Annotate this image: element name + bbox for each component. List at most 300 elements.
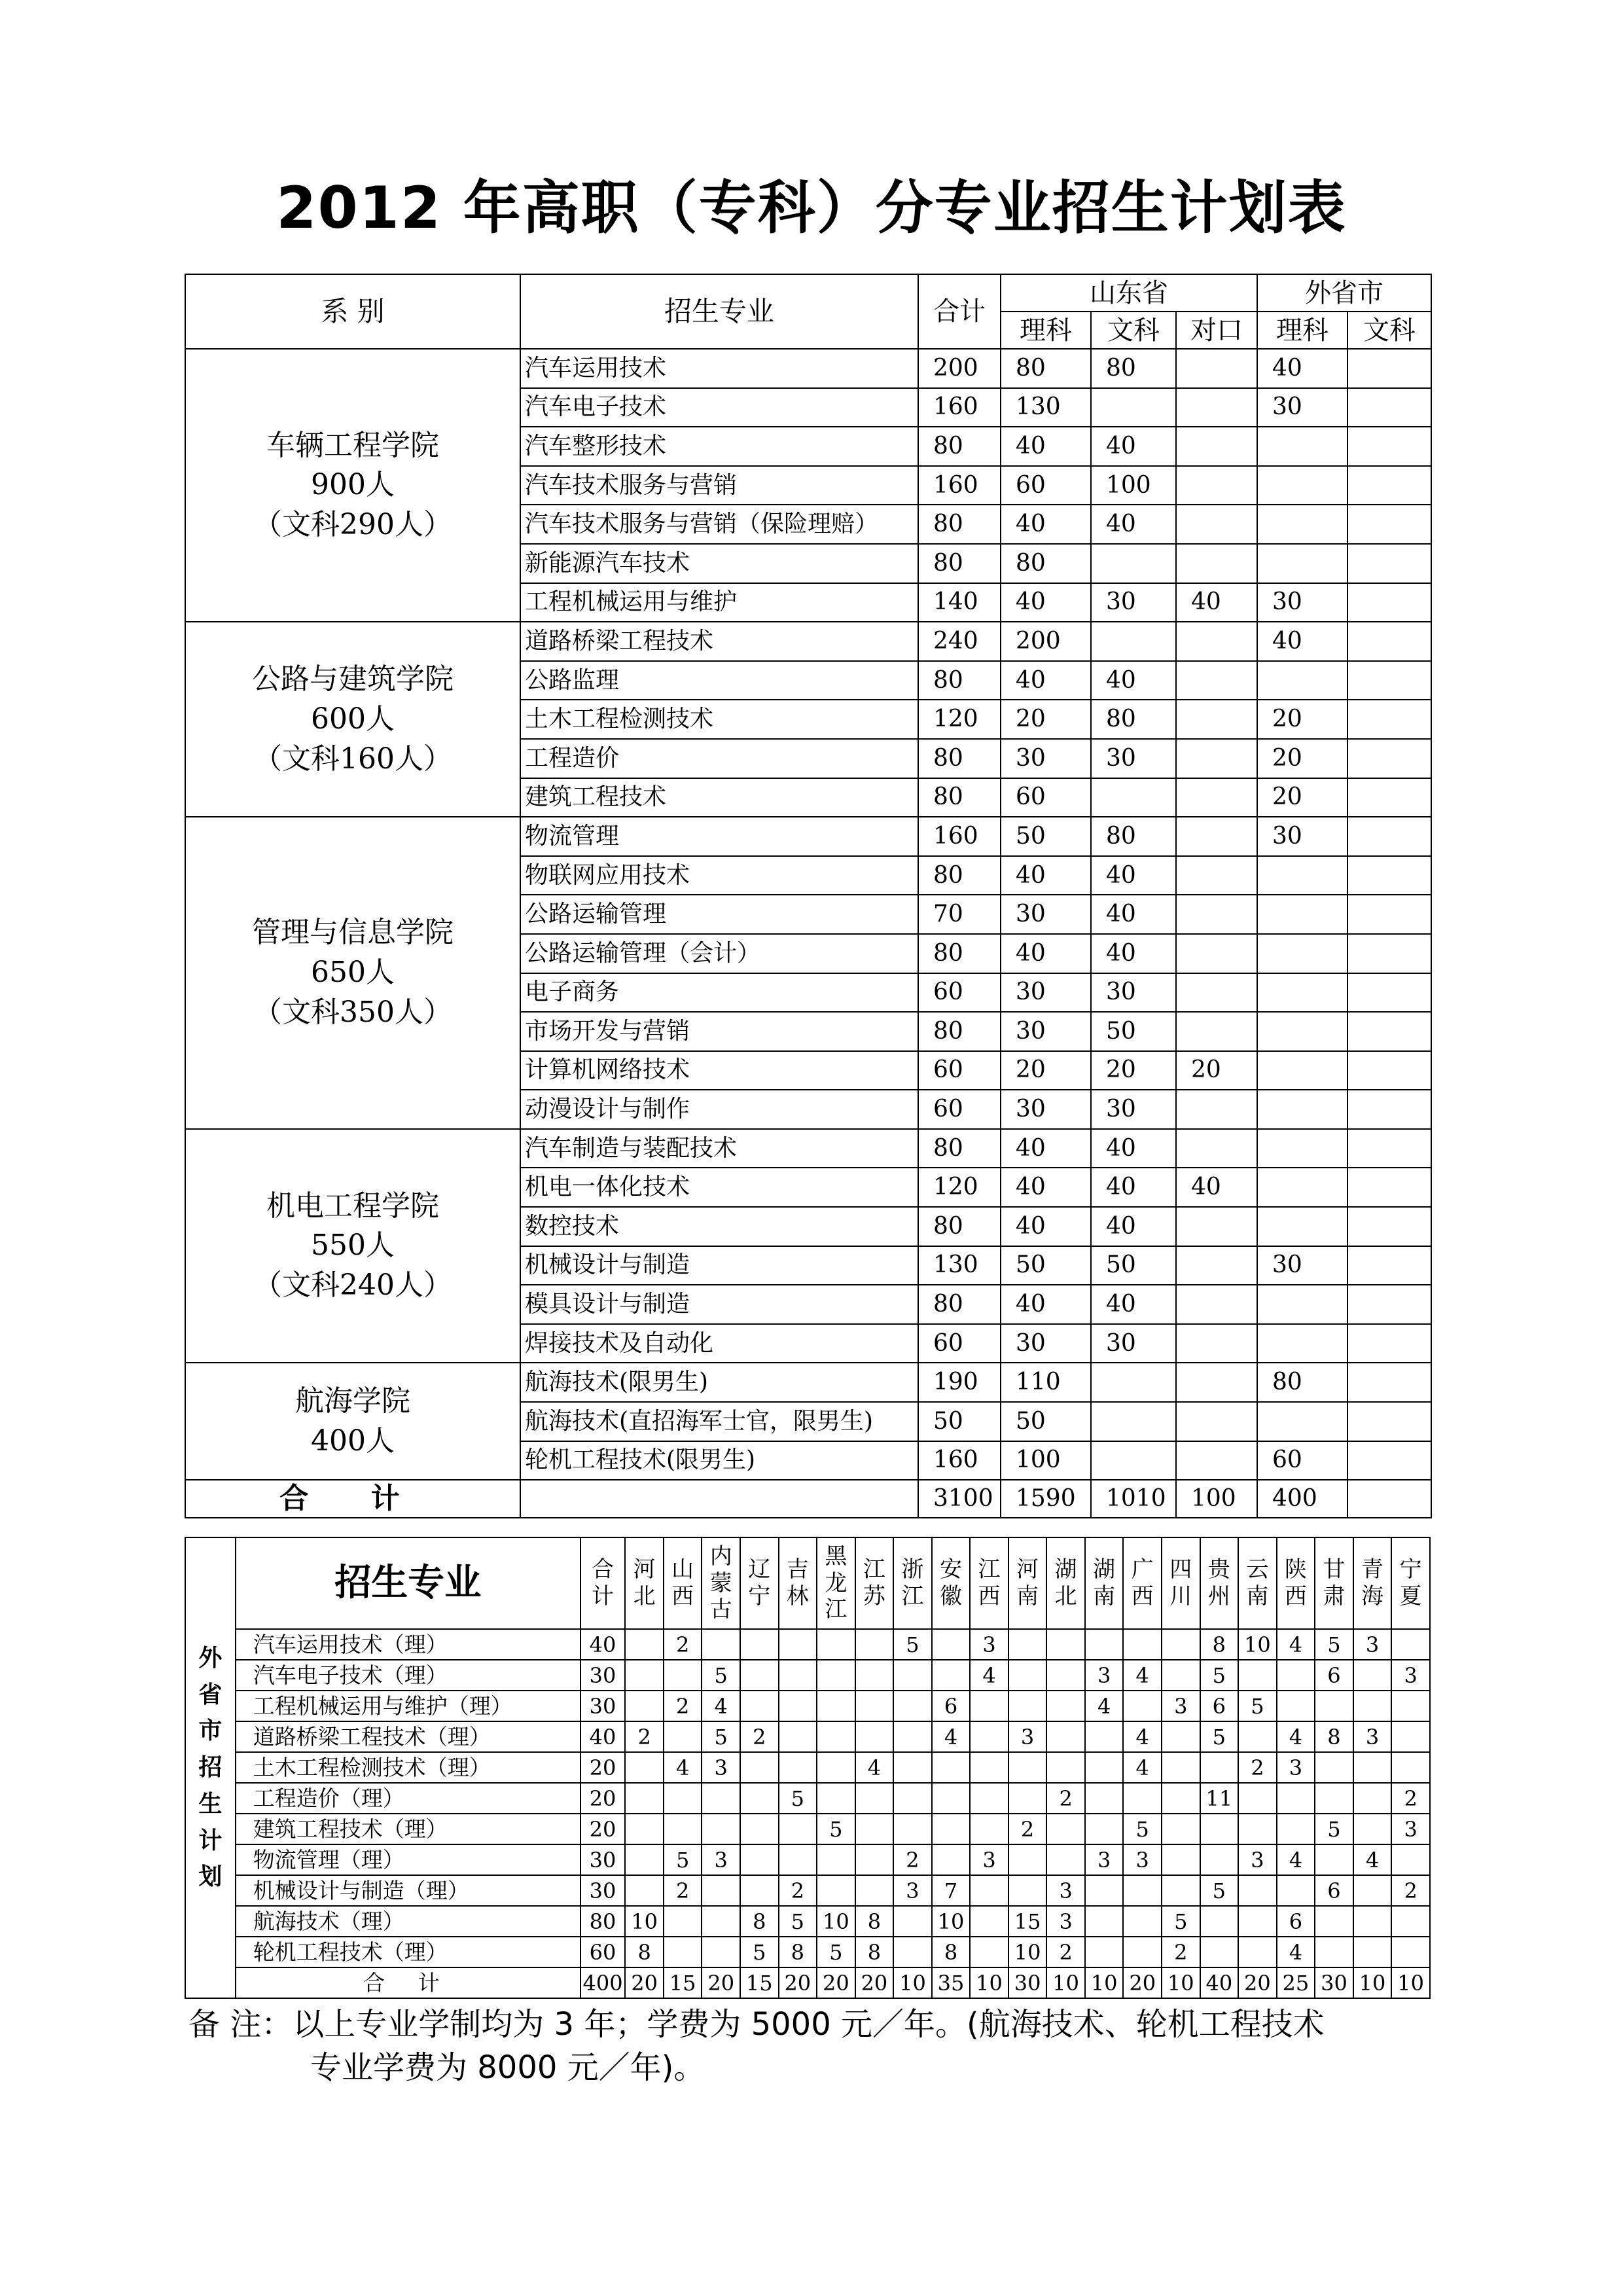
province-value bbox=[1391, 1752, 1430, 1783]
dept-cell bbox=[185, 349, 520, 622]
province-value bbox=[1353, 1752, 1392, 1783]
province-value bbox=[779, 1752, 817, 1783]
province-value bbox=[1085, 1783, 1124, 1814]
province-value: 10 bbox=[1008, 1937, 1047, 1967]
province-value bbox=[702, 1937, 740, 1967]
province-header: 宁夏 bbox=[1391, 1537, 1430, 1629]
province-value bbox=[817, 1875, 855, 1906]
cell-sd-li: 80 bbox=[1001, 544, 1091, 583]
province-value: 5 bbox=[1315, 1814, 1353, 1844]
province-value: 3 bbox=[1085, 1844, 1124, 1875]
province-value: 6 bbox=[1277, 1906, 1315, 1937]
cell-sd-wen: 40 bbox=[1091, 1168, 1176, 1207]
major-name: 航海技术(限男生) bbox=[520, 1363, 918, 1402]
dept-cell bbox=[185, 622, 520, 817]
province-value: 5 bbox=[1200, 1721, 1239, 1752]
table-row bbox=[185, 817, 1431, 856]
province-value bbox=[970, 1875, 1008, 1906]
province-value bbox=[664, 1660, 702, 1691]
province-value: 5 bbox=[779, 1783, 817, 1814]
cell-sd-li: 30 bbox=[1001, 1090, 1091, 1129]
major-name: 公路运输管理 bbox=[520, 895, 918, 934]
province-header: 湖南 bbox=[1085, 1537, 1124, 1629]
cell-sd-dui bbox=[1176, 1324, 1257, 1363]
cell-sd-dui bbox=[1176, 349, 1257, 388]
cell-sd-wen: 50 bbox=[1091, 1012, 1176, 1051]
province-value bbox=[1277, 1783, 1315, 1814]
province-header: 山西 bbox=[664, 1537, 702, 1629]
header-dept: 系 别 bbox=[185, 274, 520, 349]
grand-total-row bbox=[185, 1480, 1431, 1518]
province-value: 3 bbox=[1162, 1691, 1200, 1721]
cell-ot-li: 60 bbox=[1257, 1441, 1347, 1480]
province-value bbox=[1162, 1721, 1200, 1752]
dept-count: 900人 bbox=[311, 468, 395, 502]
outside-side-label: 外省市招生计划 bbox=[185, 1537, 236, 1998]
province-value bbox=[1353, 1814, 1392, 1844]
table-row bbox=[185, 1783, 1430, 1814]
province-value: 3 bbox=[1277, 1752, 1315, 1783]
province-value bbox=[1200, 1844, 1239, 1875]
province-value bbox=[702, 1906, 740, 1937]
province-value bbox=[932, 1844, 971, 1875]
dept-cell bbox=[185, 1129, 520, 1363]
province-value: 4 bbox=[970, 1660, 1008, 1691]
province-value: 6 bbox=[1315, 1660, 1353, 1691]
province-value bbox=[1238, 1937, 1277, 1967]
major-name: 物流管理 bbox=[520, 817, 918, 856]
province-value: 11 bbox=[1200, 1783, 1239, 1814]
major-name: 公路监理 bbox=[520, 661, 918, 700]
cell-sd-li: 40 bbox=[1001, 505, 1091, 544]
province-value bbox=[1353, 1783, 1392, 1814]
table-row bbox=[185, 1906, 1430, 1937]
province-value bbox=[1315, 1937, 1353, 1967]
province-value bbox=[817, 1629, 855, 1660]
cell-ot-wen bbox=[1347, 739, 1431, 778]
province-value: 8 bbox=[740, 1906, 779, 1937]
province-value bbox=[740, 1660, 779, 1691]
cell-total: 60 bbox=[918, 1324, 1001, 1363]
major-name: 汽车技术服务与营销（保险理赔） bbox=[520, 505, 918, 544]
province-value bbox=[1277, 1814, 1315, 1844]
cell-ot-wen bbox=[1347, 505, 1431, 544]
cell-ot-li: 30 bbox=[1257, 583, 1347, 622]
province-value bbox=[1353, 1660, 1392, 1691]
cell-total: 160 bbox=[918, 817, 1001, 856]
outside-total-value: 35 bbox=[932, 1967, 971, 1998]
cell-sd-li: 40 bbox=[1001, 427, 1091, 466]
major-name: 新能源汽车技术 bbox=[520, 544, 918, 583]
province-value bbox=[1238, 1783, 1277, 1814]
cell-sd-li: 40 bbox=[1001, 934, 1091, 973]
province-value bbox=[1238, 1875, 1277, 1906]
province-value bbox=[893, 1937, 932, 1967]
cell-sd-li: 40 bbox=[1001, 661, 1091, 700]
province-value bbox=[1123, 1629, 1162, 1660]
province-value bbox=[893, 1906, 932, 1937]
cell-sd-dui bbox=[1176, 1129, 1257, 1168]
province-value bbox=[817, 1691, 855, 1721]
province-value: 5 bbox=[1238, 1691, 1277, 1721]
province-value bbox=[893, 1660, 932, 1691]
cell-total: 80 bbox=[918, 427, 1001, 466]
major-name: 工程造价 bbox=[520, 739, 918, 778]
province-header: 黑龙江 bbox=[817, 1537, 855, 1629]
province-value bbox=[625, 1752, 664, 1783]
cell-sd-wen: 40 bbox=[1091, 1207, 1176, 1246]
province-value bbox=[1391, 1721, 1430, 1752]
cell-total: 160 bbox=[918, 388, 1001, 427]
outside-total-value: 10 bbox=[1046, 1967, 1085, 1998]
cell-ot-wen bbox=[1347, 1012, 1431, 1051]
cell-ot-li bbox=[1257, 1402, 1347, 1441]
province-value: 4 bbox=[1353, 1844, 1392, 1875]
province-value: 10 bbox=[932, 1906, 971, 1937]
province-value: 30 bbox=[580, 1844, 626, 1875]
cell-sd-li: 60 bbox=[1001, 466, 1091, 505]
province-value bbox=[817, 1752, 855, 1783]
cell-total: 80 bbox=[918, 544, 1001, 583]
grand-total-sd-wen: 1010 bbox=[1091, 1480, 1176, 1518]
province-value bbox=[1200, 1752, 1239, 1783]
cell-sd-li: 30 bbox=[1001, 973, 1091, 1013]
province-value bbox=[970, 1752, 1008, 1783]
cell-sd-dui: 20 bbox=[1176, 1051, 1257, 1090]
province-header: 贵州 bbox=[1200, 1537, 1239, 1629]
cell-sd-wen bbox=[1091, 1363, 1176, 1402]
cell-total: 80 bbox=[918, 1285, 1001, 1324]
province-value bbox=[855, 1721, 894, 1752]
cell-sd-wen: 40 bbox=[1091, 895, 1176, 934]
dept-count: 600人 bbox=[311, 702, 395, 736]
province-header: 湖北 bbox=[1046, 1537, 1085, 1629]
cell-ot-wen bbox=[1347, 1402, 1431, 1441]
province-value: 4 bbox=[1277, 1844, 1315, 1875]
province-value: 3 bbox=[702, 1752, 740, 1783]
province-value bbox=[1046, 1721, 1085, 1752]
dept-count: 550人 bbox=[311, 1229, 395, 1263]
province-value bbox=[1162, 1660, 1200, 1691]
header-sd-wenke: 文科 bbox=[1091, 312, 1176, 349]
cell-sd-li: 40 bbox=[1001, 1168, 1091, 1207]
cell-total: 80 bbox=[918, 1012, 1001, 1051]
province-value: 3 bbox=[1353, 1629, 1392, 1660]
cell-sd-wen: 100 bbox=[1091, 466, 1176, 505]
cell-total: 130 bbox=[918, 1246, 1001, 1285]
province-header: 合计 bbox=[580, 1537, 626, 1629]
province-value bbox=[1162, 1814, 1200, 1844]
province-value: 3 bbox=[1123, 1844, 1162, 1875]
cell-sd-li: 40 bbox=[1001, 856, 1091, 895]
province-value bbox=[970, 1721, 1008, 1752]
dept-note: （文科240人） bbox=[253, 1268, 452, 1302]
province-value bbox=[1085, 1875, 1124, 1906]
province-value: 3 bbox=[1391, 1660, 1430, 1691]
province-value bbox=[893, 1752, 932, 1783]
province-value bbox=[664, 1937, 702, 1967]
cell-sd-wen bbox=[1091, 388, 1176, 427]
province-value bbox=[1315, 1752, 1353, 1783]
province-value bbox=[893, 1721, 932, 1752]
major-name: 土木工程检测技术 bbox=[520, 700, 918, 739]
header-other: 外省市 bbox=[1257, 274, 1431, 312]
province-value: 5 bbox=[664, 1844, 702, 1875]
province-value: 2 bbox=[664, 1629, 702, 1660]
cell-ot-wen bbox=[1347, 1324, 1431, 1363]
province-value bbox=[664, 1783, 702, 1814]
outside-total-value: 20 bbox=[779, 1967, 817, 1998]
province-value bbox=[779, 1844, 817, 1875]
cell-ot-wen bbox=[1347, 544, 1431, 583]
province-value bbox=[740, 1783, 779, 1814]
cell-sd-dui: 40 bbox=[1176, 1168, 1257, 1207]
province-value: 30 bbox=[580, 1691, 626, 1721]
province-value bbox=[1238, 1814, 1277, 1844]
province-value bbox=[1008, 1660, 1047, 1691]
province-value: 5 bbox=[779, 1906, 817, 1937]
header-sd-like: 理科 bbox=[1001, 312, 1091, 349]
cell-ot-li bbox=[1257, 1051, 1347, 1090]
cell-ot-wen bbox=[1347, 427, 1431, 466]
province-value bbox=[740, 1752, 779, 1783]
cell-total: 190 bbox=[918, 1363, 1001, 1402]
province-value bbox=[932, 1783, 971, 1814]
cell-sd-wen: 40 bbox=[1091, 661, 1176, 700]
province-value bbox=[702, 1814, 740, 1844]
province-header: 江苏 bbox=[855, 1537, 894, 1629]
cell-ot-li: 40 bbox=[1257, 349, 1347, 388]
header-total: 合计 bbox=[918, 274, 1001, 349]
grand-total-ot-li: 400 bbox=[1257, 1480, 1347, 1518]
province-header: 河北 bbox=[625, 1537, 664, 1629]
province-value bbox=[1315, 1783, 1353, 1814]
cell-sd-dui bbox=[1176, 1402, 1257, 1441]
province-value bbox=[1162, 1629, 1200, 1660]
province-value: 2 bbox=[664, 1691, 702, 1721]
footnote bbox=[188, 2003, 1325, 2089]
outside-major-name: 轮机工程技术（理） bbox=[236, 1937, 580, 1967]
province-value: 3 bbox=[1046, 1875, 1085, 1906]
footnote-line2: 专业学费为 8000 元／年)。 bbox=[310, 2049, 705, 2086]
province-value bbox=[855, 1814, 894, 1844]
outside-major-name: 工程机械运用与维护（理） bbox=[236, 1691, 580, 1721]
province-value bbox=[625, 1660, 664, 1691]
outside-total-value: 10 bbox=[893, 1967, 932, 1998]
footnote-line1: 备 注：以上专业学制均为 3 年；学费为 5000 元／年。(航海技术、轮机工程技术 bbox=[188, 2006, 1325, 2043]
province-value bbox=[1391, 1937, 1430, 1967]
cell-total: 60 bbox=[918, 1090, 1001, 1129]
header-ot-wenke: 文科 bbox=[1347, 312, 1431, 349]
table-row bbox=[185, 1721, 1430, 1752]
province-value: 2 bbox=[625, 1721, 664, 1752]
province-value: 40 bbox=[580, 1629, 626, 1660]
province-value: 20 bbox=[580, 1814, 626, 1844]
province-value bbox=[1391, 1691, 1430, 1721]
dept-name: 车辆工程学院 bbox=[266, 428, 439, 462]
province-value bbox=[779, 1660, 817, 1691]
table-row bbox=[185, 622, 1431, 661]
cell-total: 120 bbox=[918, 700, 1001, 739]
major-name: 动漫设计与制作 bbox=[520, 1090, 918, 1129]
province-value bbox=[817, 1660, 855, 1691]
enrollment-plan-table bbox=[185, 274, 1432, 1518]
dept-count: 650人 bbox=[311, 956, 395, 990]
major-name: 公路运输管理（会计） bbox=[520, 934, 918, 973]
outside-major-name: 汽车电子技术（理） bbox=[236, 1660, 580, 1691]
cell-total: 240 bbox=[918, 622, 1001, 661]
cell-ot-li bbox=[1257, 895, 1347, 934]
province-value: 4 bbox=[1123, 1660, 1162, 1691]
cell-sd-wen: 80 bbox=[1091, 817, 1176, 856]
cell-sd-li: 30 bbox=[1001, 1012, 1091, 1051]
province-value bbox=[970, 1783, 1008, 1814]
cell-sd-li: 110 bbox=[1001, 1363, 1091, 1402]
outside-major-name: 汽车运用技术（理） bbox=[236, 1629, 580, 1660]
outside-total-value: 10 bbox=[1162, 1967, 1200, 1998]
province-value: 5 bbox=[740, 1937, 779, 1967]
province-value bbox=[855, 1629, 894, 1660]
cell-sd-dui bbox=[1176, 739, 1257, 778]
province-value: 5 bbox=[702, 1721, 740, 1752]
province-value bbox=[1123, 1875, 1162, 1906]
province-value: 3 bbox=[1391, 1814, 1430, 1844]
major-name: 焊接技术及自动化 bbox=[520, 1324, 918, 1363]
province-value bbox=[1238, 1906, 1277, 1937]
province-header: 陕西 bbox=[1277, 1537, 1315, 1629]
cell-ot-wen bbox=[1347, 349, 1431, 388]
province-value bbox=[1277, 1691, 1315, 1721]
cell-ot-li bbox=[1257, 466, 1347, 505]
province-value bbox=[1315, 1906, 1353, 1937]
cell-total: 80 bbox=[918, 1129, 1001, 1168]
major-name: 计算机网络技术 bbox=[520, 1051, 918, 1090]
cell-sd-wen: 80 bbox=[1091, 700, 1176, 739]
province-header: 江西 bbox=[970, 1537, 1008, 1629]
cell-total: 80 bbox=[918, 778, 1001, 817]
cell-sd-li: 40 bbox=[1001, 1285, 1091, 1324]
province-header: 青海 bbox=[1353, 1537, 1392, 1629]
cell-ot-li bbox=[1257, 505, 1347, 544]
cell-ot-wen bbox=[1347, 700, 1431, 739]
province-header: 内蒙古 bbox=[702, 1537, 740, 1629]
province-value: 8 bbox=[932, 1937, 971, 1967]
outside-total-row bbox=[185, 1967, 1430, 1998]
cell-sd-dui bbox=[1176, 622, 1257, 661]
province-value: 60 bbox=[580, 1937, 626, 1967]
outside-major-name: 机械设计与制造（理） bbox=[236, 1875, 580, 1906]
cell-sd-wen: 20 bbox=[1091, 1051, 1176, 1090]
header-ot-like: 理科 bbox=[1257, 312, 1347, 349]
cell-sd-li: 60 bbox=[1001, 778, 1091, 817]
outside-major-name: 土木工程检测技术（理） bbox=[236, 1752, 580, 1783]
cell-ot-wen bbox=[1347, 388, 1431, 427]
province-value: 8 bbox=[1315, 1721, 1353, 1752]
cell-total: 160 bbox=[918, 466, 1001, 505]
province-value: 5 bbox=[817, 1937, 855, 1967]
province-value: 5 bbox=[1162, 1906, 1200, 1937]
cell-ot-li bbox=[1257, 856, 1347, 895]
province-value: 2 bbox=[740, 1721, 779, 1752]
cell-sd-li: 20 bbox=[1001, 1051, 1091, 1090]
province-value: 6 bbox=[1315, 1875, 1353, 1906]
province-value bbox=[1008, 1691, 1047, 1721]
major-name: 汽车整形技术 bbox=[520, 427, 918, 466]
outside-total-value: 10 bbox=[970, 1967, 1008, 1998]
province-value bbox=[1008, 1752, 1047, 1783]
province-value bbox=[893, 1783, 932, 1814]
outside-total-value: 30 bbox=[1315, 1967, 1353, 1998]
cell-total: 80 bbox=[918, 739, 1001, 778]
province-value: 4 bbox=[1123, 1752, 1162, 1783]
grand-total-sd-li: 1590 bbox=[1001, 1480, 1091, 1518]
outside-major-name: 道路桥梁工程技术（理） bbox=[236, 1721, 580, 1752]
province-value: 3 bbox=[1046, 1906, 1085, 1937]
province-value bbox=[1085, 1721, 1124, 1752]
dept-name: 航海学院 bbox=[295, 1384, 410, 1418]
cell-sd-dui bbox=[1176, 934, 1257, 973]
cell-ot-wen bbox=[1347, 1129, 1431, 1168]
outside-total-value: 40 bbox=[1200, 1967, 1239, 1998]
cell-ot-li bbox=[1257, 973, 1347, 1013]
cell-ot-li: 20 bbox=[1257, 778, 1347, 817]
cell-sd-wen bbox=[1091, 1402, 1176, 1441]
province-value: 4 bbox=[1277, 1629, 1315, 1660]
province-value bbox=[1277, 1660, 1315, 1691]
cell-ot-li bbox=[1257, 1285, 1347, 1324]
cell-sd-wen: 30 bbox=[1091, 1324, 1176, 1363]
province-value bbox=[1238, 1721, 1277, 1752]
province-value bbox=[1046, 1752, 1085, 1783]
province-value bbox=[1085, 1937, 1124, 1967]
major-name: 数控技术 bbox=[520, 1207, 918, 1246]
cell-sd-dui bbox=[1176, 661, 1257, 700]
grand-total-total: 3100 bbox=[918, 1480, 1001, 1518]
cell-ot-li: 40 bbox=[1257, 622, 1347, 661]
province-value bbox=[1008, 1844, 1047, 1875]
province-value bbox=[625, 1629, 664, 1660]
cell-ot-li bbox=[1257, 661, 1347, 700]
cell-total: 50 bbox=[918, 1402, 1001, 1441]
province-value bbox=[855, 1691, 894, 1721]
dept-cell bbox=[185, 1363, 520, 1480]
province-value bbox=[1315, 1844, 1353, 1875]
outside-total-value: 15 bbox=[740, 1967, 779, 1998]
province-value bbox=[1123, 1783, 1162, 1814]
cell-sd-dui bbox=[1176, 427, 1257, 466]
province-header: 辽宁 bbox=[740, 1537, 779, 1629]
cell-sd-wen: 40 bbox=[1091, 1129, 1176, 1168]
outside-total-value: 20 bbox=[702, 1967, 740, 1998]
province-value bbox=[740, 1844, 779, 1875]
outside-header-row bbox=[185, 1537, 1430, 1629]
major-name: 轮机工程技术(限男生) bbox=[520, 1441, 918, 1480]
cell-total: 120 bbox=[918, 1168, 1001, 1207]
province-value bbox=[1391, 1629, 1430, 1660]
cell-total: 200 bbox=[918, 349, 1001, 388]
table-row bbox=[185, 1875, 1430, 1906]
province-value: 4 bbox=[1123, 1721, 1162, 1752]
cell-sd-li: 20 bbox=[1001, 700, 1091, 739]
cell-ot-wen bbox=[1347, 1090, 1431, 1129]
cell-sd-dui bbox=[1176, 1441, 1257, 1480]
province-value: 40 bbox=[580, 1721, 626, 1752]
cell-sd-wen: 40 bbox=[1091, 427, 1176, 466]
province-value bbox=[740, 1875, 779, 1906]
province-value: 3 bbox=[970, 1629, 1008, 1660]
province-value bbox=[779, 1721, 817, 1752]
grand-total-empty bbox=[520, 1480, 918, 1518]
